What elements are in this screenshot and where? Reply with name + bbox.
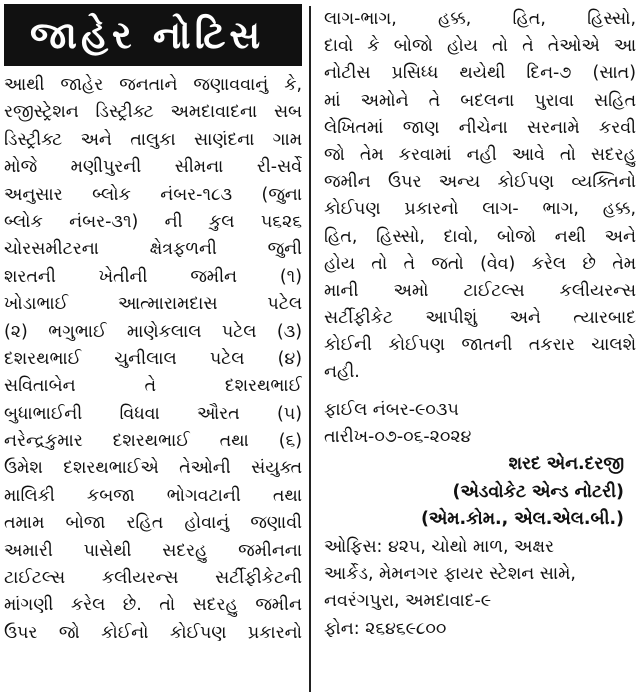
body-line: ખોડાભાઈ આત્મારામદાસ પટેલ: [4, 294, 302, 315]
body-line: માં અમોને તે બદલના પુરાવા સહિત: [324, 90, 636, 111]
file-number: ફાઈલ નંબર-૯૦૩૫: [324, 399, 459, 420]
body-line: બુધાભાઈની વિધવા ઔરત (૫): [4, 403, 302, 424]
phone-number: ફોન: ૨૬૪૬૯૮૦૦: [324, 618, 447, 639]
notice-heading: જાહેર નોટિસ: [4, 4, 302, 66]
notice-date: તારીખ-૦૭-૦૬-૨૦૨૪: [324, 427, 472, 448]
body-line: તમામ બોજા રહિત હોવાનું જણાવી: [4, 513, 302, 534]
body-line: શરતની ખેતીની જમીન (૧): [4, 266, 302, 287]
body-line: હિત, હિસ્સો, દાવો, બોજો નથી અને: [324, 226, 636, 247]
body-line: નોટીસ પ્રસિધ્ધ થયેથી દિન-૭ (સાત): [324, 63, 636, 84]
address-line: આર્કેડ, મેમનગર ફાયર સ્ટેશન સામે,: [324, 563, 576, 584]
body-line: નહી.: [324, 362, 360, 383]
address-line: ઓફિસ: ૪૨૫, ચોથો માળ, અક્ષર: [324, 536, 555, 557]
body-line: દશરથભાઈ ચુનીલાલ પટેલ (૪): [4, 348, 302, 369]
body-line: અનુસાર બ્લોક નંબર-૧૮૩ (જુના: [4, 184, 302, 205]
body-line: રજીસ્ટ્રેશન ડિસ્ટ્રીક્ટ અમદાવાદના સબ: [4, 102, 302, 123]
body-line: સવિતાબેન તે દશરથભાઈ: [4, 376, 302, 397]
body-line: માંગણી કરેલ છે. તો સદરહુ જમીન: [4, 595, 302, 616]
body-line: માલિકી કબજા ભોગવટાની તથા: [4, 485, 302, 506]
body-line: સર્ટીફીકેટ આપીશું અને ત્યારબાદ: [324, 308, 636, 329]
body-line: માની અમો ટાઈટલ્સ કલીયરન્સ: [324, 280, 636, 301]
body-line: કોઈની કોઈપણ જાતની તકરાર ચાલશે: [324, 335, 636, 356]
signatory-name: શરદ એન.દરજી: [508, 454, 624, 475]
body-line: કોઈપણ પ્રકારનો લાગ- ભાગ, હક્ક,: [324, 199, 636, 220]
body-line: બ્લોક નંબર-૩૧) ની કુલ ૫૬૨૬: [4, 211, 302, 232]
notice-left-column: [4, 4, 302, 647]
body-line: ચોરસમીટરના ક્ષેત્રફળની જુની: [4, 239, 302, 260]
body-line: ઉમેશ દશરથભાઈએ તેઓની સંયુક્ત: [4, 458, 302, 479]
body-line: આથી જાહેર જનતાને જણાવવાનું કે,: [4, 75, 302, 95]
body-line: જમીન ઉપર અન્ય કોઈપણ વ્યક્તિનો: [324, 172, 636, 193]
body-line: ઉપર જો કોઈનો કોઈપણ પ્રકારનો: [4, 622, 302, 643]
body-line: અમારી પાસેથી સદરહુ જમીનના: [4, 540, 302, 561]
body-line: હોય તો તે જતો (વેવ) કરેલ છે તેમ: [324, 253, 636, 274]
body-line: નરેન્દ્રકુમાર દશરથભાઈ તથા (૬): [4, 431, 302, 452]
body-line: લાગ-ભાગ, હક્ક, હિત, હિસ્સો,: [324, 9, 636, 29]
signatory-block: [318, 451, 636, 533]
body-line: જો તેમ કરવામાં નહી આવે તો સદરહુ: [324, 144, 636, 165]
notice-meta: [318, 397, 636, 452]
column-divider: [309, 6, 311, 692]
signatory-qualification: (એમ.કોમ., એલ.એલ.બી.): [420, 509, 624, 530]
office-address: [318, 534, 636, 644]
signatory-role: (એડવોકેટ એન્ડ નોટરી): [452, 481, 624, 502]
notice-body-left: [4, 72, 302, 647]
body-line: ડિસ્ટ્રીક્ટ અને તાલુકા સાણંદના ગામ: [4, 129, 302, 150]
body-line: (૨) ભગુભાઈ માણેકલાલ પટેલ (૩): [4, 321, 302, 342]
body-line: લેખિતમાં જાણ નીચેના સરનામે કરવી: [324, 117, 636, 138]
body-line: ટાઈટલ્સ કલીયરન્સ સર્ટીફીકેટની: [4, 568, 302, 589]
notice-body-right: [318, 6, 636, 387]
notice-right-column: [318, 4, 636, 643]
body-line: મોજે મણીપુરની સીમના રી-સર્વે: [4, 157, 302, 178]
address-line: નવરંગપુરા, અમદાવાદ-૯: [324, 591, 492, 612]
body-line: દાવો કે બોજો હોય તો તે તેઓએ આ: [324, 36, 636, 57]
